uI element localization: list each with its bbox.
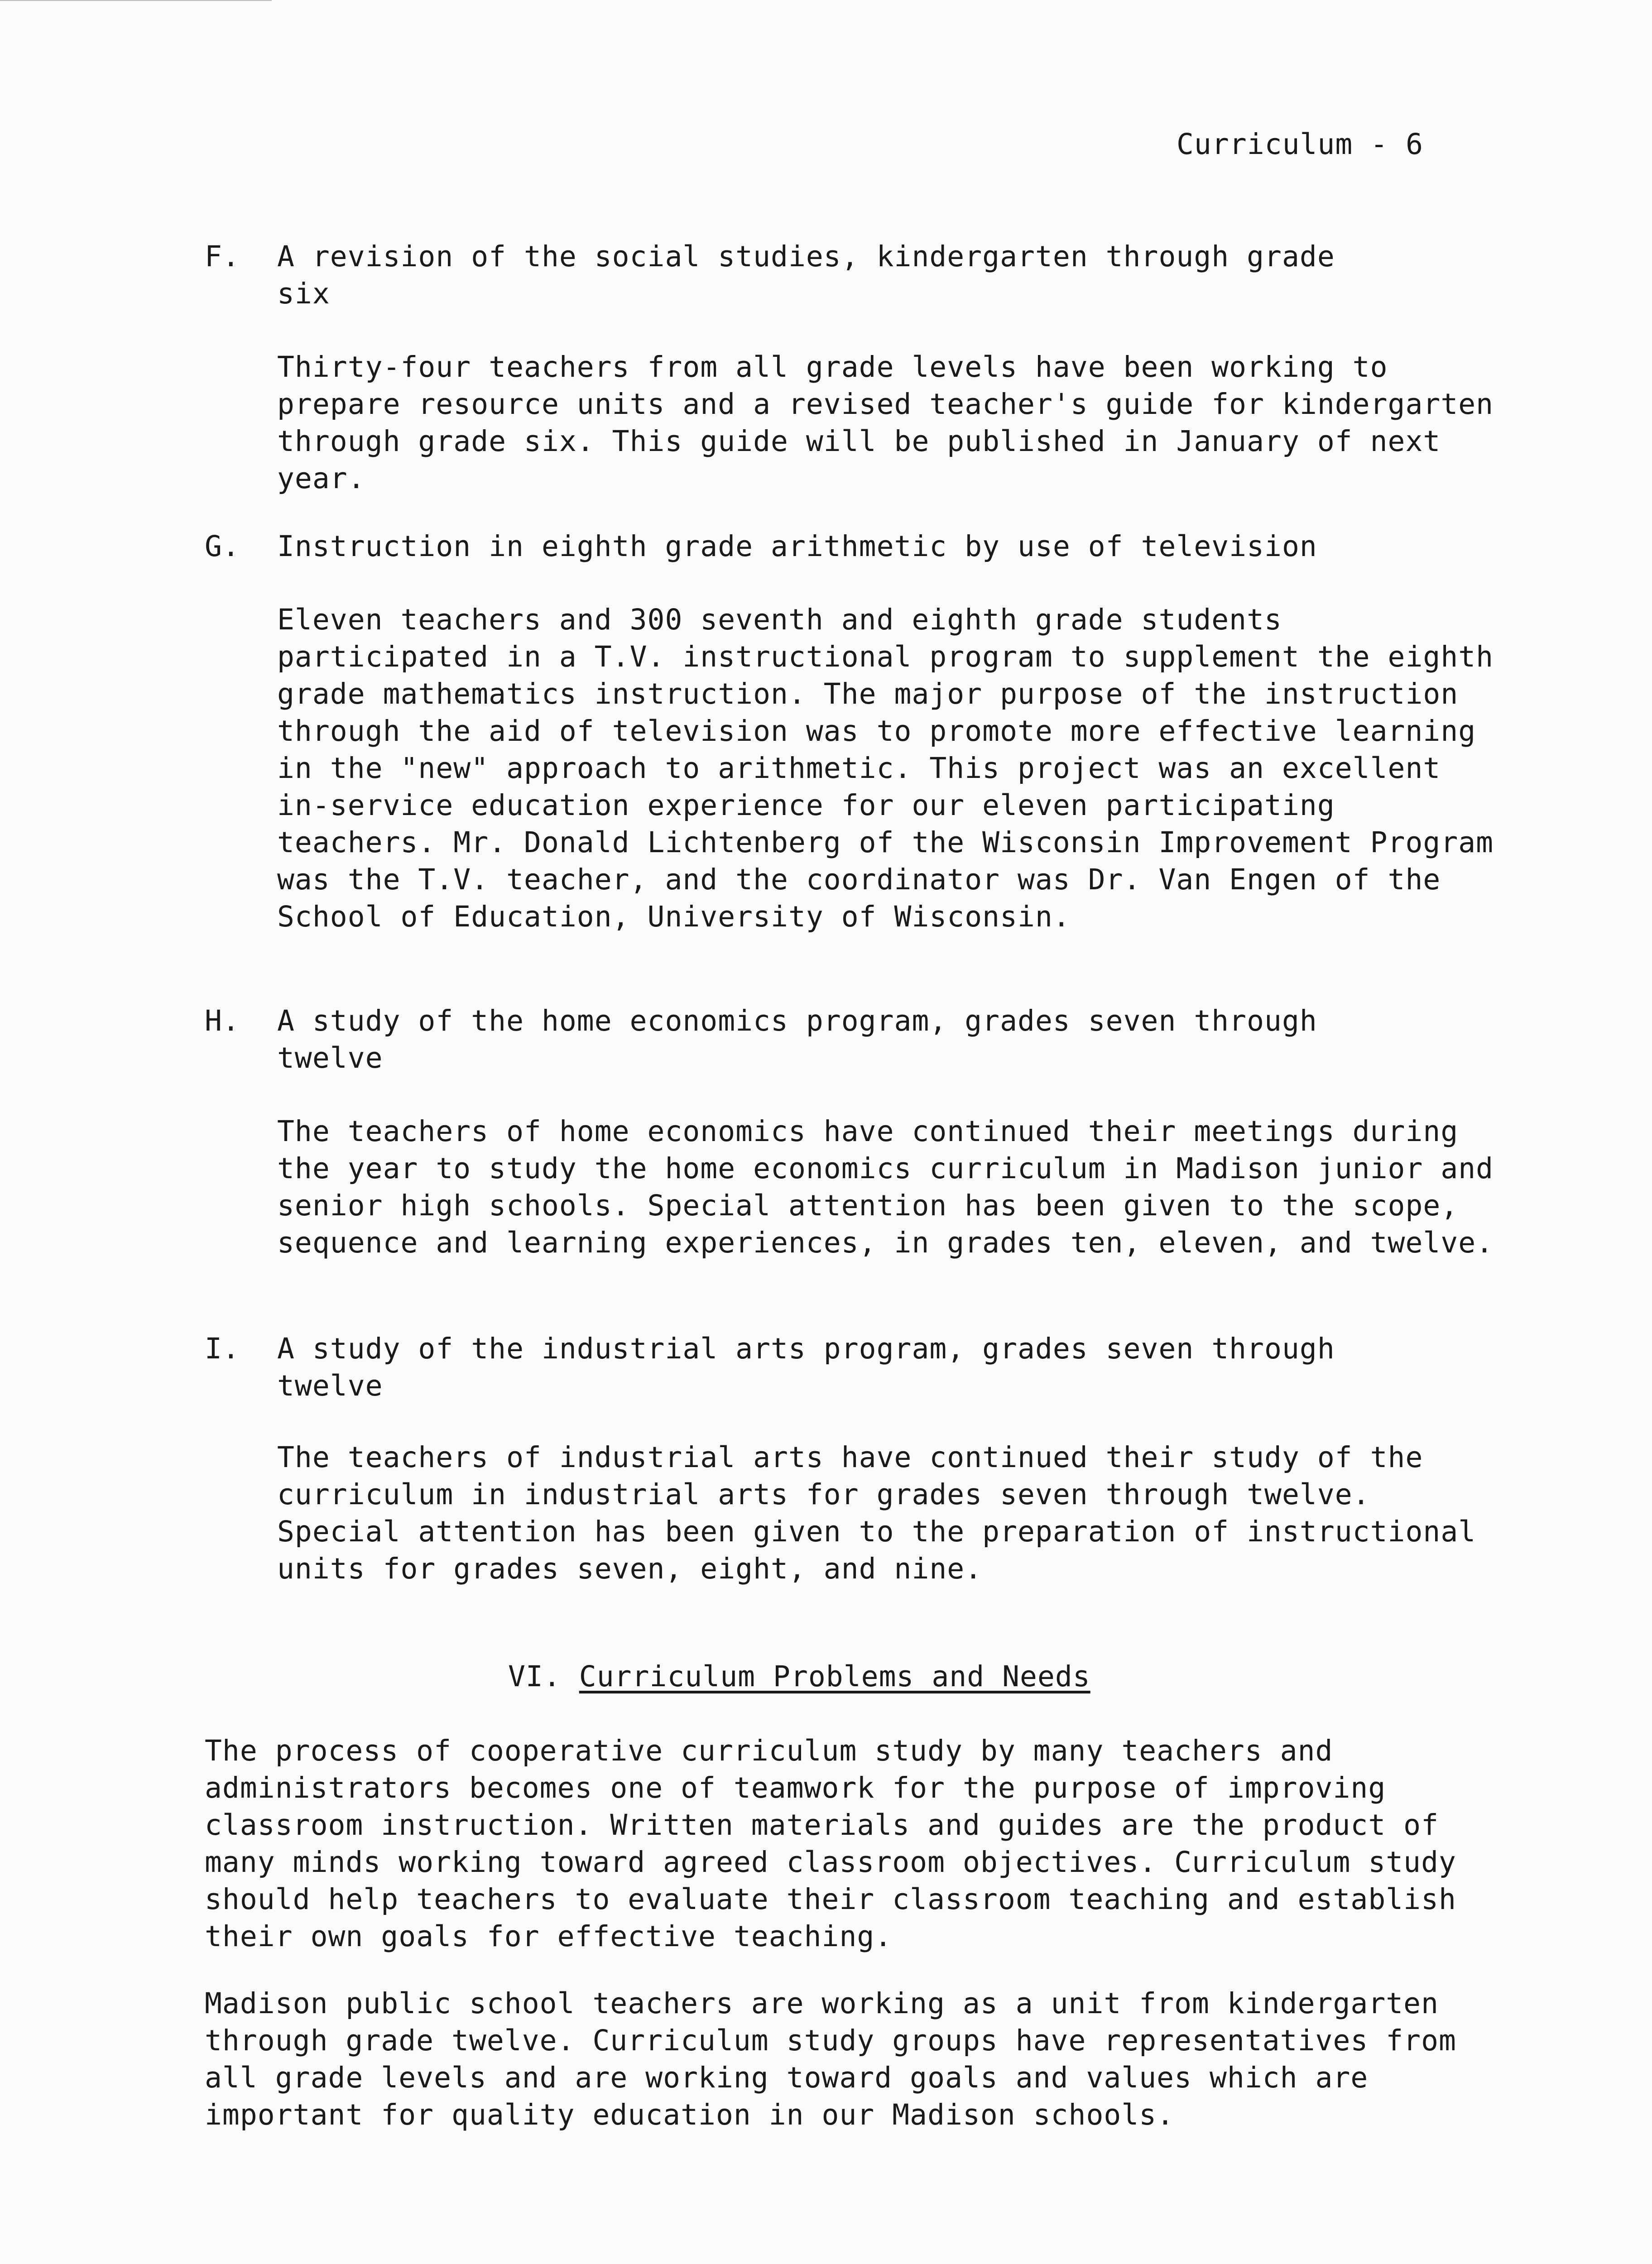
item-letter-g: G. (205, 530, 240, 563)
item-letter-f: F. (205, 240, 240, 273)
item-heading-f: A revision of the social studies, kindergarten through grade six (277, 240, 1335, 310)
item-heading-i: A study of the industrial arts program, grades seven through twelve (277, 1332, 1335, 1402)
section-heading (508, 1658, 1090, 1695)
item-heading-g: Instruction in eighth grade arithmetic by use of television (277, 530, 1317, 563)
item-body-g: Eleven teachers and 300 seventh and eighth grade students participated in a T.V. instructional program to supplement the eighth grade mathematics instruction. The major purpose of the instruction through the aid of television was to promote more effective learning in the "new" approach to arithmetic. This project was an excellent in-service education experience for our eleven participating teachers. Mr. Donald Lichtenberg of the Wisconsin Improvement Program was the T.V. teacher, and the coordinator was Dr. Van Engen of the School of Education, University of Wisconsin. (277, 603, 1494, 933)
item-heading-h: A study of the home economics program, grades seven through twelve (277, 1004, 1317, 1074)
section-number: VI. (508, 1660, 561, 1693)
item-body-i: The teachers of industrial arts have continued their study of the curriculum in industrial arts for grades seven through twelve. Special attention has been given to the preparation of instructional units for grades seven, eight, and nine. (277, 1441, 1476, 1585)
section-paragraph-1: The process of cooperative curriculum study by many teachers and administrators becomes one of teamwork for the purpose of improving classroom instruction. Written materials and guides are the product of many minds working toward agreed classroom objectives. Curriculum study should help teachers to evaluate their classroom teaching and establish their own goals for effective teaching. (205, 1734, 1456, 1953)
item-body-h: The teachers of home economics have continued their meetings during the year to study the home economics curriculum in Madison junior and senior high schools. Special attention has been given to the scope, sequence and learning experiences, in grades ten, eleven, and twelve. (277, 1115, 1494, 1259)
item-letter-i: I. (205, 1332, 240, 1365)
section-title: Curriculum Problems and Needs (579, 1660, 1090, 1693)
item-body-f: Thirty-four teachers from all grade levels have been working to prepare resource units and a revised teacher's guide for kindergarten through grade six. This guide will be published in January of next year. (277, 350, 1494, 495)
section-paragraph-2: Madison public school teachers are working as a unit from kindergarten through grade twelve. Curriculum study groups have representatives from all grade levels and are working toward goals and values which are important for quality education in our Madison schools. (205, 1987, 1456, 2131)
item-letter-h: H. (205, 1004, 240, 1037)
scan-edge-line (0, 0, 272, 1)
page-header: Curriculum - 6 (1177, 128, 1424, 161)
